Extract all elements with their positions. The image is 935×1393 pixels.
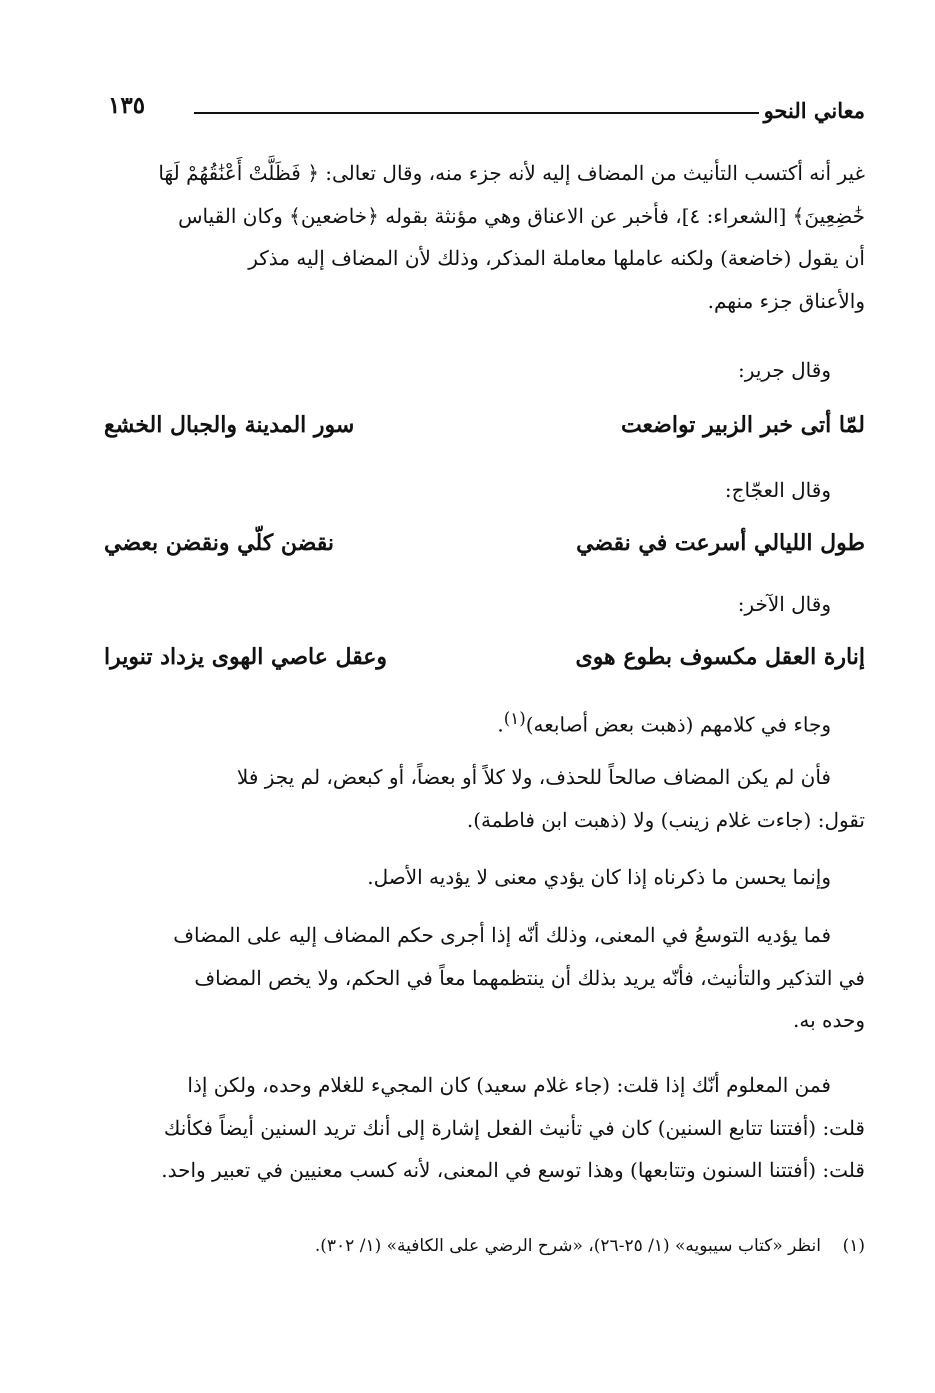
- verse-second-hemistich: وعقل عاصي الهوى يزداد تنويرا: [104, 644, 388, 670]
- paragraph-3: [104, 756, 865, 841]
- text-line: في التذكير والتأنيث، فأنّه يريد بذلك أن ينتظمهما معاً في الحكم، ولا يخص المضاف: [194, 965, 865, 990]
- verse-first-hemistich: طول الليالي أسرعت في نقضي: [576, 530, 865, 556]
- paragraph-5: [104, 914, 865, 1042]
- paragraph-4: [104, 856, 865, 899]
- verse-first-hemistich: إنارة العقل مكسوف بطوع هوى: [575, 644, 865, 670]
- text-line: وحده به.: [792, 1008, 865, 1032]
- text-line: تقول: (جاءت غلام زينب) ولا (ذهبت ابن فاطمة).: [466, 807, 865, 832]
- paragraph-1: [104, 152, 865, 322]
- verse-second-hemistich: نقضن كلّي ونقضن بعضي: [104, 530, 335, 556]
- text-line: فأن لم يكن المضاف صالحاً للحذف، ولا كلاً أو بعضاً، أو كبعض، لم يجز فلا: [236, 765, 831, 789]
- footnote-ref: (١): [503, 709, 526, 728]
- paragraph-2: [104, 698, 865, 741]
- verse-2: [104, 530, 865, 574]
- text-line: وإنما يحسن ما ذكرناه إذا كان يؤدي معنى لا يؤديه الأصل.: [367, 865, 831, 889]
- header-rule: [194, 112, 759, 114]
- paragraph-2-text: وجاء في كلامهم (ذهبت بعض أصابعه): [525, 712, 831, 737]
- footnote-text: انظر «كتاب سيبويه» (١/ ٢٥-٢٦)، «شرح الرضي على الكافية» (١/ ٣٠٢).: [314, 1236, 821, 1256]
- verse-intro-2: وقال العجّاج:: [724, 478, 831, 502]
- footnote-number: (١): [842, 1236, 865, 1256]
- running-header: [108, 92, 865, 132]
- verse-3: [104, 644, 865, 688]
- text-line: قلت: (أفتتنا السنون وتتابعها) وهذا توسع في المعنى، لأنه كسب معنيين في تعبير واحد.: [161, 1158, 865, 1182]
- text-line: وجاء في كلامهم (ذهبت بعض أصابعه)$^{(١)}$.: [497, 709, 831, 737]
- paragraph-6: [104, 1064, 865, 1192]
- page-number: ١٣٥: [108, 92, 146, 119]
- text-line: خَٰضِعِينَ﴾ [الشعراء: ٤]، فأخبر عن الاعناق وهي مؤنثة بقوله ﴿خاضعين﴾ وكان القياس: [178, 203, 865, 228]
- verse-intro-3: وقال الآخر:: [737, 592, 831, 616]
- verse-second-hemistich: سور المدينة والجبال الخشع: [104, 412, 355, 438]
- text-line: أن يقول (خاضعة) ولكنه عاملها معاملة المذكر، وذلك لأن المضاف إليه مذكر: [248, 246, 865, 270]
- footnote: [104, 1236, 865, 1256]
- verse-first-hemistich: لمّا أتى خبر الزبير تواضعت: [620, 412, 865, 438]
- text-line: غير أنه أكتسب التأنيث من المضاف إليه لأنه جزء منه، وقال تعالى: ﴿ فَظَلَّتْ أَعْنَٰقُهُمْ لَهَا: [158, 161, 865, 185]
- verse-1: [104, 412, 865, 456]
- text-line: قلت: (أفتتنا تتابع السنين) كان في تأنيث الفعل إشارة إلى أنك تريد السنين أيضاً فكأنك: [163, 1115, 865, 1140]
- text-line: فما يؤديه التوسعُ في المعنى، وذلك أنّه إذا أجرى حكم المضاف إليه على المضاف: [173, 923, 831, 947]
- text-line: فمن المعلوم أنّك إذا قلت: (جاء غلام سعيد) كان المجيء للغلام وحده، ولكن إذا: [187, 1073, 831, 1097]
- book-title: معاني النحو: [763, 98, 865, 123]
- text-line: والأعناق جزء منهم.: [707, 288, 865, 313]
- verse-intro-1: وقال جرير:: [738, 358, 831, 382]
